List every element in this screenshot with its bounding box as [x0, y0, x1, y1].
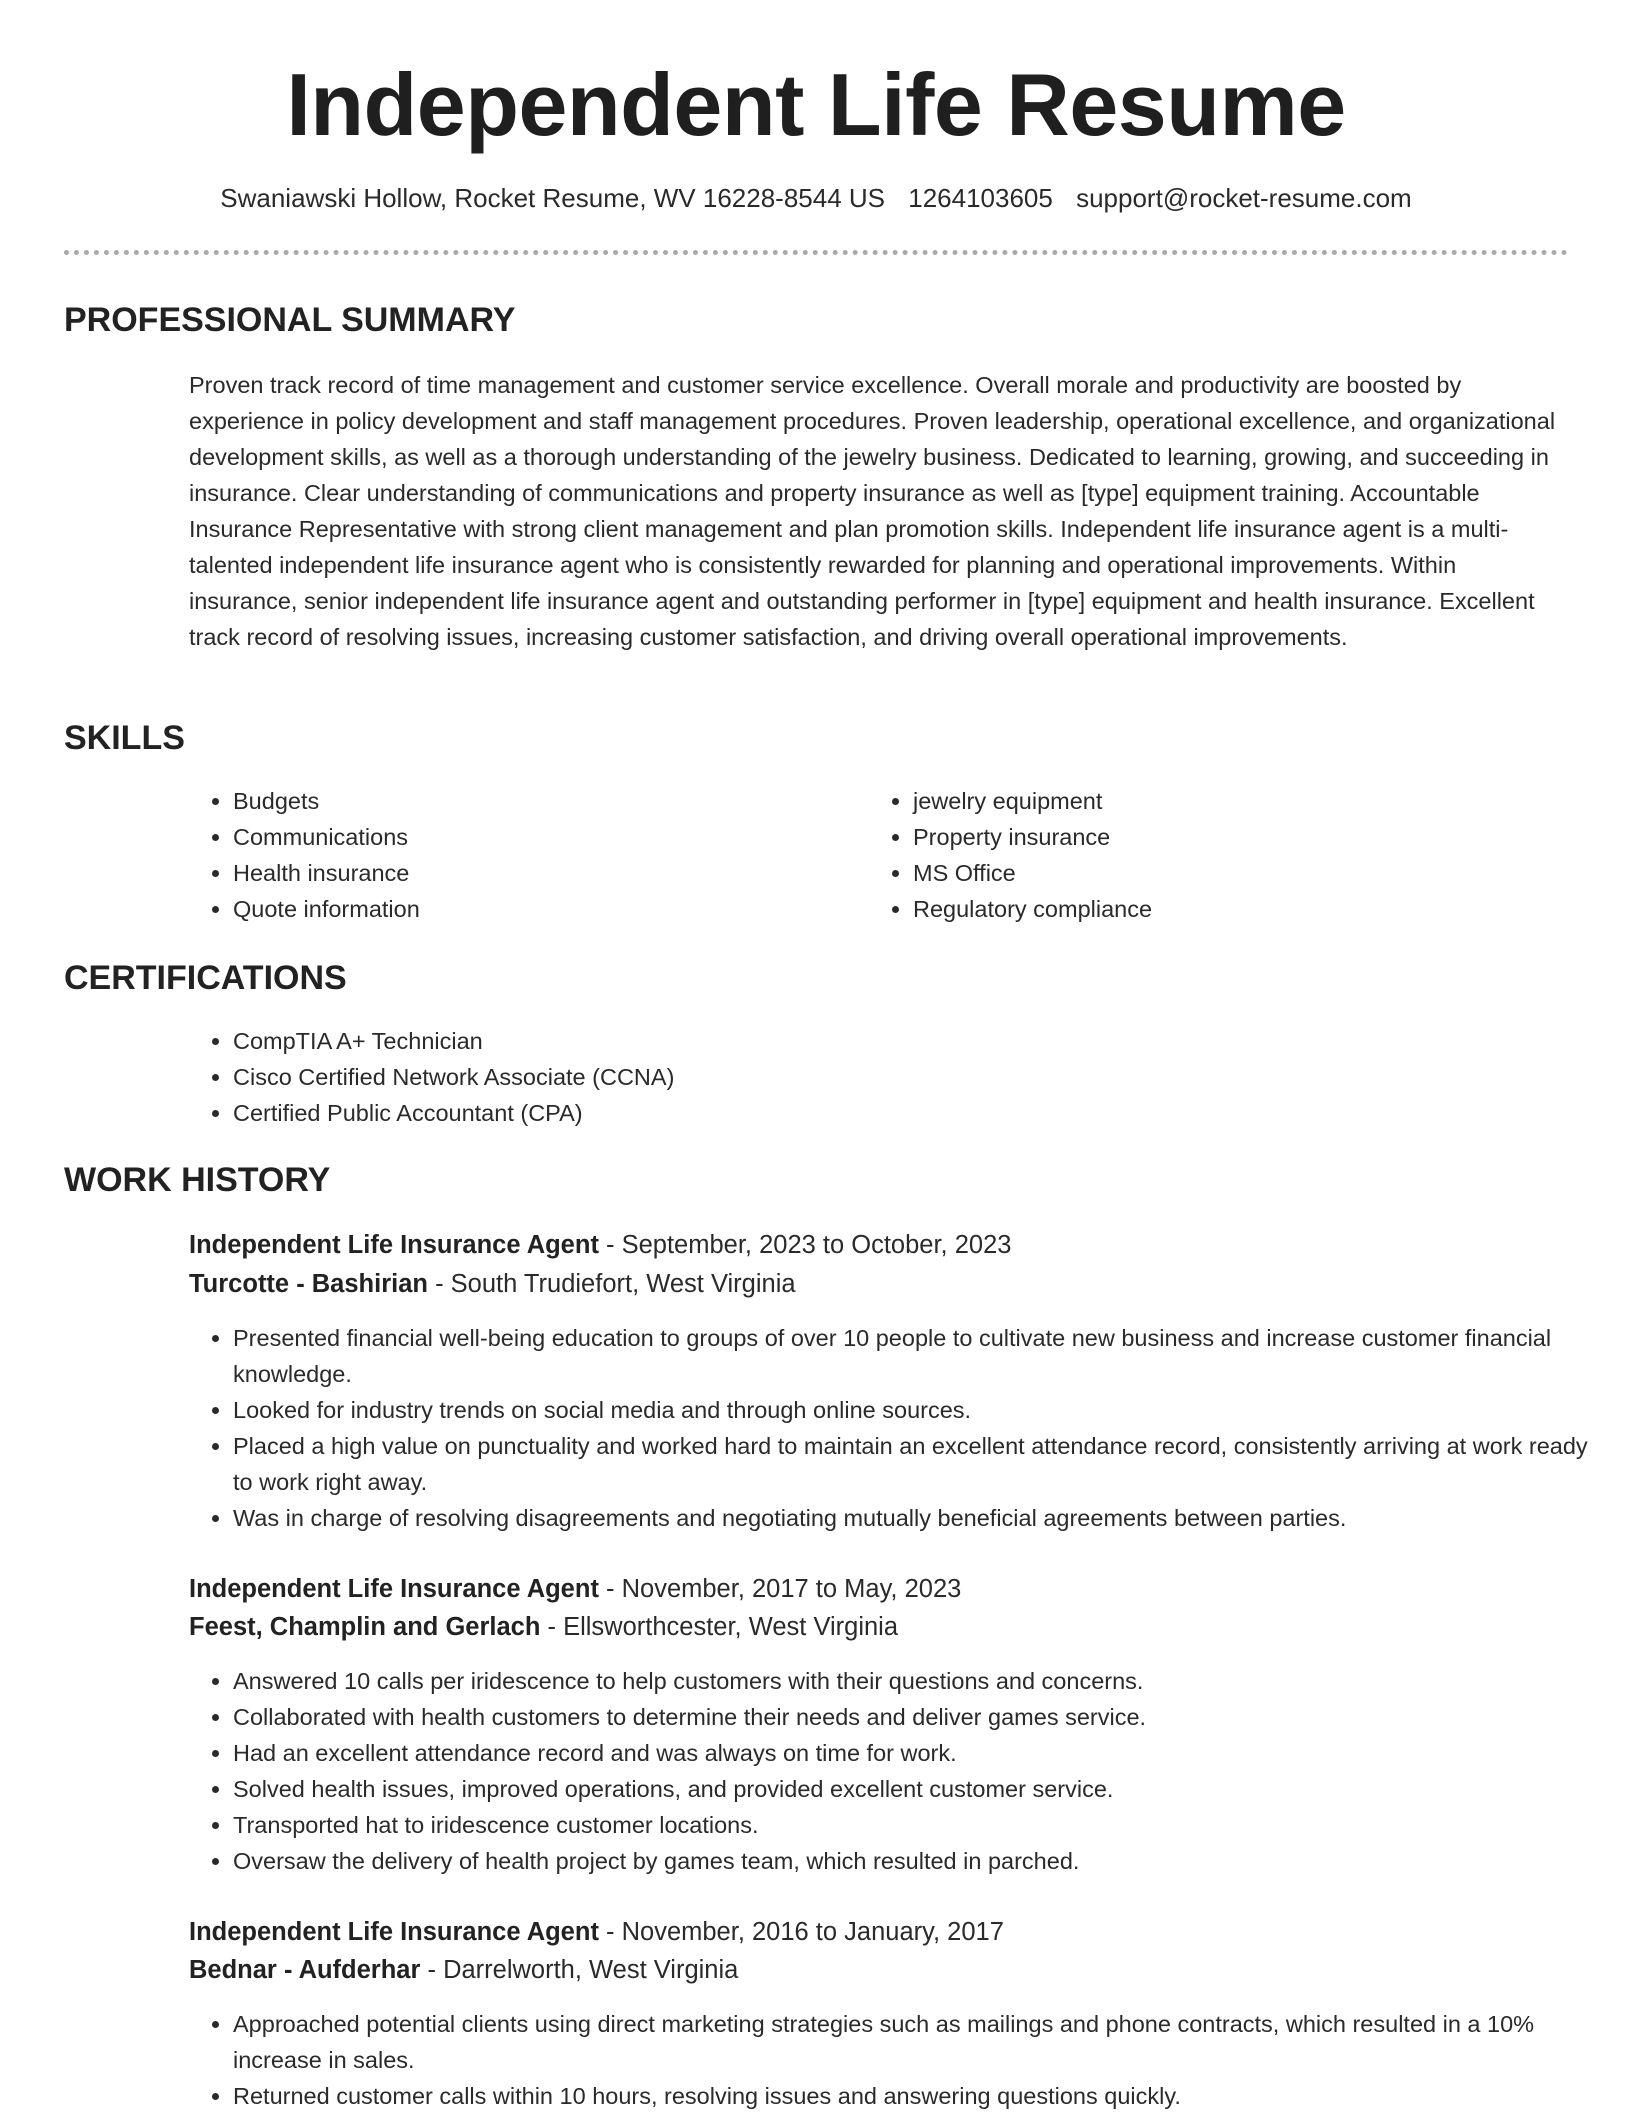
job-3-company-line — [189, 1951, 738, 1989]
contact-phone: 1264103605 — [908, 183, 1053, 213]
summary-heading: PROFESSIONAL SUMMARY — [64, 301, 516, 339]
job-3-title-line — [189, 1913, 1004, 1951]
header-divider — [64, 250, 1568, 255]
job-3-company: Bednar - Aufderhar — [189, 1956, 421, 1984]
job-bullet: • Oversaw the delivery of health project by games team, which resulted in parched. — [233, 1843, 1613, 1879]
skill-item: • Communications — [233, 819, 833, 855]
contact-line — [0, 180, 1632, 216]
skill-item: • Budgets — [233, 783, 833, 819]
certification-item: • Cisco Certified Network Associate (CCNA) — [233, 1059, 1533, 1095]
skill-item: • Quote information — [233, 891, 833, 927]
skills-list-right — [869, 783, 1513, 927]
summary-text: Proven track record of time management and customer service excellence. Overall morale and productivity are boosted by experience in policy development and staff management procedures. Proven leadership, operational excellence, and organizational development skills, as well as a thorough understanding of the jewelry business. Dedicated to learning, growing, and succeeding in insurance. Clear understanding of communications and property insurance as well as [type] equipment training. Accountable Insurance Representative with strong client management and plan promotion skills. Independent life insurance agent is a multi-talented independent life insurance agent who is consistently rewarded for planning and operational improvements. Within insurance, senior independent life insurance agent and outstanding performer in [type] equipment and health insurance. Excellent track record of resolving issues, increasing customer satisfaction, and driving overall operational improvements. — [189, 372, 1556, 650]
skill-item: • Regulatory compliance — [913, 891, 1513, 927]
job-bullet: • Looked for industry trends on social media and through online sources. — [233, 1392, 1613, 1428]
job-bullet: • Solved health issues, improved operations, and provided excellent customer service. — [233, 1771, 1613, 1807]
job-2-bullets — [189, 1663, 1613, 1879]
certification-item: • Certified Public Accountant (CPA) — [233, 1095, 1533, 1131]
job-bullet: • Was in charge of resolving disagreements and negotiating mutually beneficial agreements between parties. — [233, 1500, 1613, 1536]
job-3-dates: - November, 2016 to January, 2017 — [598, 1918, 1004, 1946]
job-bullet: • Approached potential clients using direct marketing strategies such as mailings and phone contracts, which resulted in a 10% increase in sales. — [233, 2006, 1613, 2078]
job-1-company: Turcotte - Bashirian — [189, 1270, 428, 1298]
contact-email: support@rocket-resume.com — [1076, 183, 1412, 213]
job-2-title: Independent Life Insurance Agent — [189, 1575, 599, 1603]
job-1-bullets — [189, 1320, 1613, 1536]
job-2-location: - Ellsworthcester, West Virginia — [540, 1613, 899, 1641]
job-2-title-line — [189, 1570, 961, 1608]
job-3-title: Independent Life Insurance Agent — [189, 1918, 599, 1946]
job-bullet: • Transported hat to iridescence customer locations. — [233, 1807, 1613, 1843]
skills-list-left — [189, 783, 833, 927]
job-3-location: - Darrelworth, West Virginia — [420, 1956, 739, 1984]
skills-heading: SKILLS — [64, 719, 185, 757]
certifications-list — [189, 1023, 1533, 1131]
job-1-dates: - September, 2023 to October, 2023 — [598, 1231, 1012, 1259]
resume-title: Independent Life Resume — [286, 55, 1346, 154]
job-1-company-line — [189, 1265, 796, 1303]
job-bullet: • Returned customer calls within 10 hours, resolving issues and answering questions quickly. — [233, 2078, 1613, 2114]
job-bullet: • Presented financial well-being education to groups of over 10 people to cultivate new business and increase customer financial knowledge. — [233, 1320, 1613, 1392]
job-1-title-line — [189, 1226, 1011, 1264]
contact-address: Swaniawski Hollow, Rocket Resume, WV 16228-8544 US — [220, 183, 886, 213]
job-1-location: - South Trudiefort, West Virginia — [427, 1270, 796, 1298]
job-1-title: Independent Life Insurance Agent — [189, 1231, 599, 1259]
skill-item: • MS Office — [913, 855, 1513, 891]
job-2-company: Feest, Champlin and Gerlach — [189, 1613, 541, 1641]
work-history-heading: WORK HISTORY — [64, 1161, 331, 1199]
job-bullet: • Collaborated with health customers to determine their needs and deliver games service. — [233, 1699, 1613, 1735]
job-bullet: • Answered 10 calls per iridescence to help customers with their questions and concerns. — [233, 1663, 1613, 1699]
job-bullet: • Placed a high value on punctuality and worked hard to maintain an excellent attendance record, consistently arriving at work ready to work right away. — [233, 1428, 1613, 1500]
skill-item: • jewelry equipment — [913, 783, 1513, 819]
skill-item: • Property insurance — [913, 819, 1513, 855]
job-2-company-line — [189, 1608, 898, 1646]
certifications-heading: CERTIFICATIONS — [64, 959, 347, 997]
skill-item: • Health insurance — [233, 855, 833, 891]
job-bullet: • Had an excellent attendance record and was always on time for work. — [233, 1735, 1613, 1771]
job-2-dates: - November, 2017 to May, 2023 — [598, 1575, 962, 1603]
certification-item: • CompTIA A+ Technician — [233, 1023, 1533, 1059]
job-3-bullets — [189, 2006, 1613, 2114]
